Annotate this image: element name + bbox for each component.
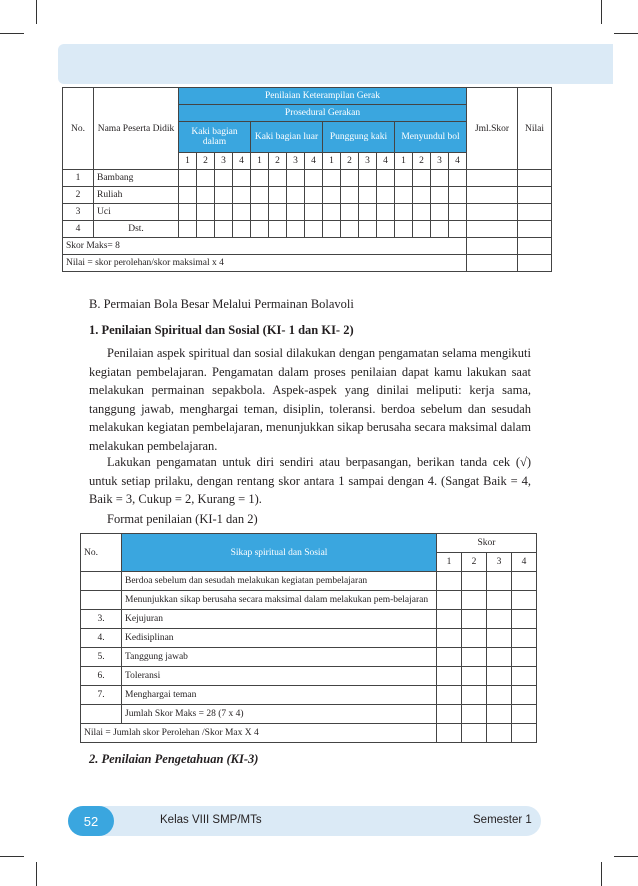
score-cell[interactable] <box>462 686 487 705</box>
score-cell[interactable] <box>437 610 462 629</box>
crop-mark <box>36 0 37 24</box>
score-cell[interactable] <box>487 648 512 667</box>
score-cell[interactable] <box>251 170 269 187</box>
row-no <box>81 705 122 724</box>
score-cell[interactable] <box>377 170 395 187</box>
score-cell[interactable] <box>287 170 305 187</box>
score-cell[interactable] <box>462 705 487 724</box>
row-no: 4. <box>81 629 122 648</box>
row-no <box>81 591 122 610</box>
score-cell[interactable] <box>179 170 197 187</box>
score-cell[interactable] <box>437 686 462 705</box>
score-header: 1 <box>179 153 197 170</box>
score-cell[interactable] <box>487 667 512 686</box>
score-cell[interactable] <box>179 187 197 204</box>
table-row <box>81 686 537 705</box>
row-text: Kejujuran <box>122 610 437 629</box>
format-label: Format penilaian (KI-1 dan 2) <box>107 512 258 526</box>
score-cell[interactable] <box>449 221 467 238</box>
score-cell[interactable] <box>437 667 462 686</box>
score-header: 2 <box>413 153 431 170</box>
score-header: 4 <box>512 553 537 572</box>
score-cell[interactable] <box>233 170 251 187</box>
table-row <box>81 705 537 724</box>
row-no: 3 <box>63 204 94 221</box>
score-header: 2 <box>197 153 215 170</box>
score-cell[interactable] <box>462 591 487 610</box>
row-no: 2 <box>63 187 94 204</box>
score-cell[interactable] <box>305 204 323 221</box>
score-cell[interactable] <box>487 705 512 724</box>
score-cell[interactable] <box>287 204 305 221</box>
assessment-table-keterampilan <box>62 87 552 272</box>
row-no: 7. <box>81 686 122 705</box>
score-cell[interactable] <box>269 187 287 204</box>
group-header: Kaki bagian dalam <box>179 122 251 153</box>
score-cell[interactable] <box>395 204 413 221</box>
header-penilaian: Penilaian Keterampilan Gerak <box>179 88 467 105</box>
crop-mark <box>601 0 602 24</box>
score-cell[interactable] <box>377 221 395 238</box>
score-cell[interactable] <box>269 204 287 221</box>
score-header: 3 <box>487 553 512 572</box>
row-no: 1 <box>63 170 94 187</box>
score-cell[interactable] <box>323 170 341 187</box>
score-cell[interactable] <box>512 705 537 724</box>
score-cell[interactable] <box>413 204 431 221</box>
score-cell[interactable] <box>287 221 305 238</box>
score-cell[interactable] <box>215 170 233 187</box>
score-cell[interactable] <box>512 648 537 667</box>
row-no: 4 <box>63 221 94 238</box>
score-cell[interactable] <box>487 610 512 629</box>
score-cell[interactable] <box>215 204 233 221</box>
score-cell[interactable] <box>413 187 431 204</box>
table-row <box>81 610 537 629</box>
score-cell[interactable] <box>377 187 395 204</box>
score-cell[interactable] <box>437 705 462 724</box>
row-text: Kedisiplinan <box>122 629 437 648</box>
score-cell[interactable] <box>359 204 377 221</box>
score-cell[interactable] <box>413 170 431 187</box>
score-header: 2 <box>462 553 487 572</box>
score-cell[interactable] <box>487 591 512 610</box>
col-jml: Jml.Skor <box>467 88 518 170</box>
score-header: 3 <box>215 153 233 170</box>
table-row <box>81 648 537 667</box>
row-name: Ruliah <box>94 187 179 204</box>
score-cell[interactable] <box>437 591 462 610</box>
score-cell[interactable] <box>305 170 323 187</box>
score-cell[interactable] <box>449 204 467 221</box>
score-cell[interactable] <box>413 221 431 238</box>
group-header: Punggung kaki <box>323 122 395 153</box>
skor-maks: Skor Maks= 8 <box>63 238 467 255</box>
score-cell[interactable] <box>437 572 462 591</box>
score-cell[interactable] <box>341 221 359 238</box>
score-cell[interactable] <box>197 170 215 187</box>
row-name: Bambang <box>94 170 179 187</box>
score-header: 3 <box>359 153 377 170</box>
score-cell[interactable] <box>467 221 518 238</box>
score-cell[interactable] <box>512 667 537 686</box>
crop-mark <box>614 856 638 857</box>
score-cell[interactable] <box>251 204 269 221</box>
score-cell[interactable] <box>251 187 269 204</box>
score-cell[interactable] <box>215 187 233 204</box>
paragraph-2: Lakukan pengamatan untuk diri sendiri atau berpasangan, berikan tanda cek (√) untuk setiap prilaku, dengan rentang skor antara 1 sampai dengan 4. (Sangat Baik = 4, Baik = 3, Cukup = 2, Kurang = 1). <box>89 455 531 506</box>
score-cell[interactable] <box>467 170 518 187</box>
crop-mark <box>0 33 24 34</box>
section-b-title: B. Permaian Bola Besar Melalui Permainan Bolavoli <box>89 297 354 311</box>
crop-mark <box>0 856 24 857</box>
group-header: Kaki bagian luar <box>251 122 323 153</box>
score-cell[interactable] <box>449 187 467 204</box>
score-cell[interactable] <box>462 667 487 686</box>
row-no <box>81 572 122 591</box>
score-cell[interactable] <box>305 221 323 238</box>
score-header: 4 <box>233 153 251 170</box>
nilai-rumus-2: Nilai = Jumlah skor Perolehan /Skor Max X 4 <box>81 724 437 743</box>
row-name: Uci <box>94 204 179 221</box>
row-no: 5. <box>81 648 122 667</box>
score-header: 4 <box>305 153 323 170</box>
crop-mark <box>36 862 37 886</box>
header-prosedural: Prosedural Gerakan <box>179 105 467 122</box>
heading-pengetahuan: 2. Penilaian Pengetahuan (KI-3) <box>89 752 259 766</box>
col-skor: Skor <box>437 534 537 553</box>
score-cell[interactable] <box>341 204 359 221</box>
score-cell[interactable] <box>233 187 251 204</box>
row-text: Menghargai teman <box>122 686 437 705</box>
score-cell[interactable] <box>431 187 449 204</box>
score-header: 4 <box>377 153 395 170</box>
score-cell[interactable] <box>512 591 537 610</box>
score-header: 1 <box>323 153 341 170</box>
score-cell[interactable] <box>377 204 395 221</box>
score-header: 1 <box>437 553 462 572</box>
score-cell[interactable] <box>197 221 215 238</box>
row-text: Menunjukkan sikap berusaha secara maksimal dalam melakukan pem-belajaran <box>122 591 437 610</box>
score-cell[interactable] <box>179 204 197 221</box>
score-cell[interactable] <box>341 170 359 187</box>
score-cell[interactable] <box>269 221 287 238</box>
score-cell[interactable] <box>395 187 413 204</box>
assessment-table-sikap <box>80 533 537 743</box>
score-cell[interactable] <box>287 187 305 204</box>
table-row <box>81 591 537 610</box>
score-cell[interactable] <box>437 629 462 648</box>
score-cell[interactable] <box>467 204 518 221</box>
score-cell[interactable] <box>197 187 215 204</box>
score-cell[interactable] <box>323 221 341 238</box>
score-header: 1 <box>251 153 269 170</box>
row-no: 3. <box>81 610 122 629</box>
crop-mark <box>601 862 602 886</box>
score-header: 4 <box>449 153 467 170</box>
footer-semester: Semester 1 <box>473 814 532 826</box>
page-number: 52 <box>68 806 114 836</box>
table-row <box>81 667 537 686</box>
score-cell[interactable] <box>395 221 413 238</box>
score-cell[interactable] <box>487 686 512 705</box>
footer-bar <box>68 806 541 836</box>
score-cell[interactable] <box>251 221 269 238</box>
score-cell[interactable] <box>467 187 518 204</box>
score-cell[interactable] <box>233 204 251 221</box>
score-cell[interactable] <box>431 204 449 221</box>
score-header: 2 <box>269 153 287 170</box>
paragraph-1: Penilaian aspek spiritual dan sosial dilakukan dengan pengamatan selama mengikuti kegiatan pembelajaran. Pengamatan dalam proses penilaian dapat kamu lakukan saat melakukan permainan sepakbola. Aspek-aspek yang dinilai meliputi: kerja sama, tanggung jawab, menghargai teman, disiplin, toleransi. berdoa sebelum dan sesudah melakukan kegiatan pembelajaran, menunjukkan sikap berusaha secara maksimal dalam melakukan pembelajaran. <box>89 346 531 453</box>
score-header: 3 <box>431 153 449 170</box>
score-header: 1 <box>395 153 413 170</box>
score-cell[interactable] <box>323 187 341 204</box>
score-cell[interactable] <box>215 221 233 238</box>
heading-spiritual-sosial: 1. Penilaian Spiritual dan Sosial (KI- 1 dan KI- 2) <box>89 323 354 337</box>
group-header: Menyundul bol <box>395 122 467 153</box>
table-row <box>81 572 537 591</box>
score-cell[interactable] <box>323 204 341 221</box>
score-cell[interactable] <box>512 686 537 705</box>
score-cell[interactable] <box>437 648 462 667</box>
score-cell[interactable] <box>462 610 487 629</box>
score-cell[interactable] <box>305 187 323 204</box>
crop-mark <box>614 33 638 34</box>
row-name: Dst. <box>94 221 179 238</box>
score-cell[interactable] <box>518 170 552 187</box>
score-cell[interactable] <box>518 187 552 204</box>
header-band <box>58 44 613 84</box>
nilai-rumus: Nilai = skor perolehan/skor maksimal x 4 <box>63 255 467 272</box>
score-header: 2 <box>341 153 359 170</box>
score-cell[interactable] <box>395 170 413 187</box>
row-no: 6. <box>81 667 122 686</box>
col-no: No. <box>63 88 94 170</box>
score-cell[interactable] <box>462 629 487 648</box>
score-cell[interactable] <box>487 629 512 648</box>
score-cell[interactable] <box>449 170 467 187</box>
score-header: 3 <box>287 153 305 170</box>
score-cell[interactable] <box>462 572 487 591</box>
score-cell[interactable] <box>518 221 552 238</box>
score-cell[interactable] <box>512 629 537 648</box>
score-cell[interactable] <box>269 170 287 187</box>
table-row <box>81 629 537 648</box>
row-text: Tanggung jawab <box>122 648 437 667</box>
row-text: Berdoa sebelum dan sesudah melakukan kegiatan pembelajaran <box>122 572 437 591</box>
score-cell[interactable] <box>512 572 537 591</box>
score-cell[interactable] <box>359 187 377 204</box>
col-nama: Nama Peserta Didik <box>94 88 179 170</box>
score-cell[interactable] <box>233 221 251 238</box>
score-cell[interactable] <box>179 221 197 238</box>
row-text: Toleransi <box>122 667 437 686</box>
row-text: Jumlah Skor Maks = 28 (7 x 4) <box>122 705 437 724</box>
col-no: No. <box>81 534 122 572</box>
score-cell[interactable] <box>341 187 359 204</box>
score-cell[interactable] <box>487 572 512 591</box>
score-cell[interactable] <box>518 204 552 221</box>
score-cell[interactable] <box>197 204 215 221</box>
score-cell[interactable] <box>359 170 377 187</box>
col-nilai: Nilai <box>518 88 552 170</box>
score-cell[interactable] <box>512 610 537 629</box>
score-cell[interactable] <box>462 648 487 667</box>
score-cell[interactable] <box>431 221 449 238</box>
score-cell[interactable] <box>431 170 449 187</box>
col-sikap: Sikap spiritual dan Sosial <box>122 534 437 572</box>
footer-class: Kelas VIII SMP/MTs <box>160 814 262 826</box>
score-cell[interactable] <box>359 221 377 238</box>
